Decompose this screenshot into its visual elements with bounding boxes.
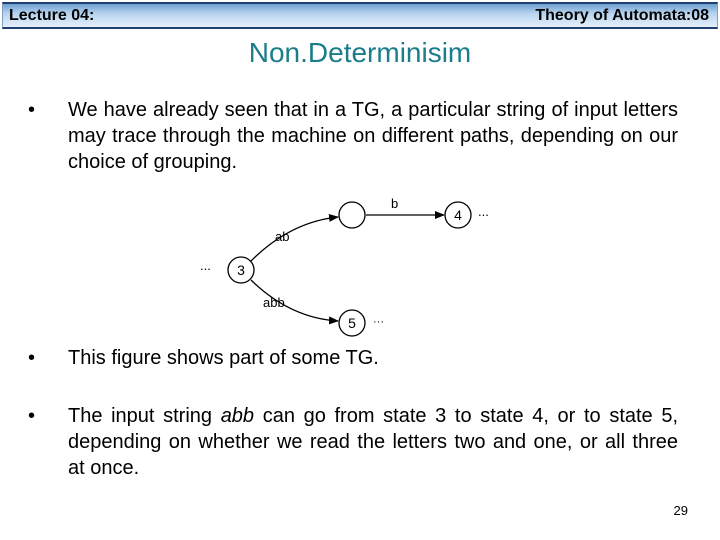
edge-label-b: b <box>391 196 399 211</box>
edge-label-ab: ab <box>275 229 290 244</box>
bullet-text-3 <box>38 403 678 481</box>
bullet-text-2: This figure shows part of some TG. <box>68 347 379 369</box>
page-number: 29 <box>673 503 688 518</box>
tg-diagram-svg <box>195 192 515 342</box>
bullet-item-2 <box>28 345 678 371</box>
bullet-item-1 <box>28 97 678 175</box>
bullet-text-3-post: can go from state 3 to state 4, or to state 5, depending on whether we read the letters two and one, or all three at once. <box>68 405 679 479</box>
state-4-label: 4 <box>454 207 462 223</box>
edge-3-to-unnamed <box>251 217 338 261</box>
edge-label-abb: abb <box>263 295 285 310</box>
bullet-text-3-pre: The input string <box>68 405 221 427</box>
bullet-symbol: • <box>28 405 36 427</box>
lecture-label: Lecture 04: <box>9 7 95 24</box>
bullet-symbol: • <box>28 347 36 369</box>
slide-header <box>2 2 718 29</box>
state-5-label: 5 <box>348 315 356 331</box>
bullet-text-1: We have already seen that in a TG, a particular string of input letters may trace through the machine on different paths, depending on our choice of grouping. <box>68 99 678 173</box>
course-label: Theory of Automata:08 <box>535 7 709 24</box>
slide-title: Non.Determinisim <box>248 37 472 68</box>
state-unnamed <box>339 202 365 228</box>
bullet-symbol: • <box>28 99 36 121</box>
ellipsis-left: ... <box>200 258 211 273</box>
tg-diagram <box>195 192 515 342</box>
bullet-text-3-emph: abb <box>220 405 255 427</box>
ellipsis-state-5: ··· <box>373 316 384 328</box>
bullet-item-3 <box>28 403 679 481</box>
state-3-label: 3 <box>237 262 245 278</box>
ellipsis-state-4: ... <box>478 204 489 219</box>
